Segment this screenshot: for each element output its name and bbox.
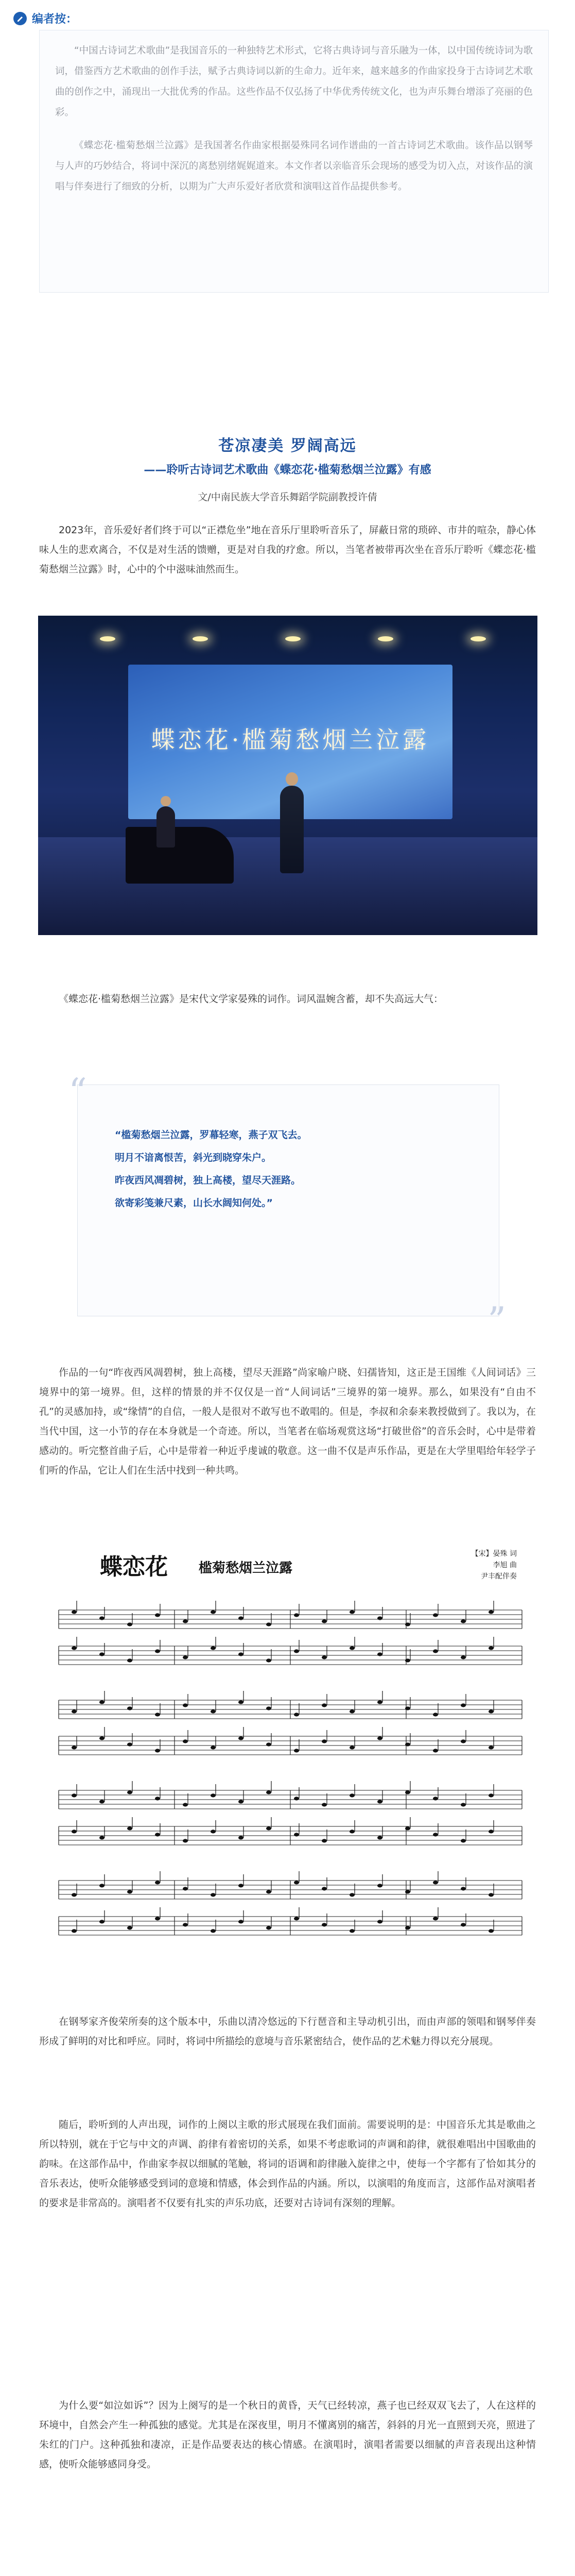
note-head bbox=[155, 1649, 160, 1653]
note-head bbox=[322, 1803, 327, 1806]
analysis-paragraph: 作品的一句“昨夜西风凋碧树，独上高楼，望尽天涯路”尚家喻户晓、妇孺皆知，这正是王国维《人间词话》三境界中的第一境界。但，这样的情景的并不仅仅是一首“人间词话”三境界的第一境界。那么，如果没有“自由不孔”的灵感加持，或“缘情”的自信，一般人是很对不敢写也不敢唱的。但是，李叔和余泰来教授做到了。我以为，在当代中国，这一小节的存在本身就是一个奇迹。所以，当笔者在临场观赏这场“打破世俗”的音乐会时，心中是带着感动的。听完整首曲子后，心中是带着一种近乎虔诚的敬意。这一曲不仅是声乐作品，更是在大学里唱给年轻学子们听的作品，它让人们在生活中找到一种共鸣。 bbox=[39, 1367, 536, 1476]
note-head bbox=[461, 1803, 466, 1806]
note-head bbox=[72, 1893, 77, 1896]
note-head bbox=[433, 1649, 438, 1653]
note-head bbox=[127, 1622, 132, 1626]
note-head bbox=[294, 1797, 299, 1800]
note-head bbox=[322, 1619, 327, 1623]
editor-note-paragraph: “中国古诗词艺术歌曲”是我国音乐的一种独特艺术形式，它将古典诗词与音乐融为一体，以中国传统诗词为歌词，借鉴西方艺术歌曲的创作手法，赋予古典诗词以新的生命力。近年来，越来越多的作曲家投身于古诗词艺术歌曲的创作之中，涌现出一大批优秀的作品。这些作品不仅弘扬了中华优秀传统文化，也为声乐舞台增添了亮丽的色彩。 bbox=[55, 45, 533, 118]
note-head bbox=[489, 1646, 494, 1650]
note-head bbox=[238, 1836, 243, 1839]
note-head bbox=[211, 1745, 216, 1749]
note-head bbox=[350, 1893, 355, 1896]
music-staves bbox=[38, 1600, 537, 1971]
stage-light-icon bbox=[100, 636, 115, 641]
note-head bbox=[294, 1713, 299, 1716]
close-quote-icon: ” bbox=[487, 1299, 506, 1342]
note-head bbox=[127, 1826, 132, 1830]
note-head bbox=[489, 1929, 494, 1933]
note-head bbox=[211, 1893, 216, 1896]
note-head bbox=[99, 1616, 104, 1620]
poem-line: “槛菊愁烟兰泣露，罗幕轻寒，燕子双飞去。 bbox=[115, 1129, 307, 1141]
note-head bbox=[489, 1745, 494, 1749]
note-head bbox=[238, 1800, 243, 1803]
note-head bbox=[72, 1829, 77, 1833]
note-head bbox=[489, 1610, 494, 1614]
analysis-paragraph: 在钢琴家齐俊荣所奏的这个版本中，乐曲以清冷悠远的下行琶音和主导动机引出，而由声部的领唱和钢琴伴奏形成了鲜明的对比和呼应。同时，将词中所描绘的意境与音乐紧密结合，使作品的艺术魅力得以充分展现。 bbox=[39, 2016, 536, 2047]
note-head bbox=[433, 1749, 438, 1752]
article-title: 苍凉凄美 罗阔高远 bbox=[218, 437, 357, 455]
note-head bbox=[211, 1646, 216, 1650]
note-head bbox=[99, 1652, 104, 1656]
note-head bbox=[377, 1652, 382, 1656]
note-head bbox=[155, 1880, 160, 1884]
note-head bbox=[183, 1923, 188, 1926]
note-head bbox=[183, 1619, 188, 1623]
note-head bbox=[377, 1884, 382, 1887]
note-head bbox=[72, 1610, 77, 1614]
note-head bbox=[238, 1616, 243, 1620]
note-head bbox=[127, 1658, 132, 1662]
note-head bbox=[266, 1658, 271, 1662]
note-head bbox=[350, 1829, 355, 1833]
note-head bbox=[405, 1890, 410, 1893]
note-head bbox=[405, 1790, 410, 1794]
score-credits bbox=[472, 1548, 517, 1582]
note-head bbox=[155, 1917, 160, 1920]
note-head bbox=[350, 1745, 355, 1749]
note-head bbox=[294, 1649, 299, 1653]
poem-line: 昨夜西风凋碧树，独上高楼，望尽天涯路。 bbox=[115, 1175, 301, 1186]
note-head bbox=[461, 1655, 466, 1659]
note-head bbox=[155, 1833, 160, 1836]
note-head bbox=[72, 1929, 77, 1933]
note-head bbox=[127, 1790, 132, 1794]
score-credit-line: 【宋】晏殊 词 bbox=[471, 1550, 517, 1558]
note-head bbox=[405, 1706, 410, 1710]
note-head bbox=[72, 1646, 77, 1650]
note-head bbox=[99, 1920, 104, 1923]
note-head bbox=[72, 1745, 77, 1749]
note-head bbox=[461, 1703, 466, 1707]
note-head bbox=[489, 1709, 494, 1713]
note-head bbox=[433, 1713, 438, 1716]
note-head bbox=[294, 1833, 299, 1836]
note-head bbox=[127, 1706, 132, 1710]
editor-note-title: 编者按： bbox=[32, 13, 78, 26]
note-head bbox=[322, 1703, 327, 1707]
note-head bbox=[294, 1917, 299, 1920]
note-head bbox=[266, 1926, 271, 1929]
analysis-paragraph: 随后，聆听到的人声出现，词作的上阕以主歌的形式展现在我们面前。需要说明的是：中国音乐尤其是歌曲之所以特别，就在于它与中文的声调、韵律有着密切的关系，如果不考虑歌词的声调和韵律，就很难唱出中国歌曲的韵味。在这部作品中，作曲家李叔以细腻的笔触，将词的语调和韵律融入旋律之中，使每一个字都有了恰如其分的音乐表达，使听众能够感受到词的意境和情感，体会到作品的内涵。所以，以演唱的角度而言，这部作品对演唱者的要求是非常高的。演唱者不仅要有扎实的声乐功底，还要对古诗词有深刻的理解。 bbox=[39, 2119, 536, 2209]
note-head bbox=[238, 1736, 243, 1740]
article-subtitle: ——聆听古诗词艺术歌曲《蝶恋花·槛菊愁烟兰泣露》有感 bbox=[144, 464, 431, 477]
note-head bbox=[99, 1700, 104, 1704]
note-head bbox=[72, 1709, 77, 1713]
note-head bbox=[266, 1826, 271, 1830]
note-head bbox=[99, 1736, 104, 1740]
note-head bbox=[377, 1700, 382, 1704]
stage-light-icon bbox=[285, 636, 301, 641]
sheet-music bbox=[38, 1538, 537, 1973]
note-head bbox=[183, 1703, 188, 1707]
note-head bbox=[489, 1829, 494, 1833]
note-head bbox=[211, 1793, 216, 1797]
note-head bbox=[433, 1797, 438, 1800]
stage-light-icon bbox=[378, 636, 393, 641]
intro-paragraph: 2023年，音乐爱好者们终于可以“正襟危坐”地在音乐厅里聆听音乐了，屏蔽日常的琐碎、市井的喧杂，静心体味人生的悲欢离合，不仅是对生活的馈赠，更是对自我的疗愈。所以，当笔者被带再次坐在音乐厅聆听《蝶恋花·槛菊愁烟兰泣露》时，心中的个中滋味油然而生。 bbox=[39, 524, 536, 575]
note-head bbox=[461, 1619, 466, 1623]
analysis-paragraph: 为什么要“如泣如诉”？因为上阕写的是一个秋日的黄昏，天气已经转凉，燕子也已经双双飞去了，人在这样的环境中，自然会产生一种孤独的感觉。尤其是在深夜里，明月不懂离别的痛苦，斜斜的月光一直照到天亮，照进了朱红的门户。这种孤独和凄凉，正是作品要表达的核心情感。在演唱时，演唱者需要以细腻的声音表现出这种情感，使听众能够感同身受。 bbox=[39, 2400, 536, 2470]
note-head bbox=[266, 1890, 271, 1893]
note-head bbox=[322, 1887, 327, 1890]
note-head bbox=[72, 1793, 77, 1797]
poem-lines bbox=[115, 1124, 307, 1214]
score-title: 蝶恋花 bbox=[100, 1554, 168, 1580]
note-head bbox=[433, 1833, 438, 1836]
note-head bbox=[127, 1742, 132, 1746]
singer-figure bbox=[280, 786, 304, 873]
note-head bbox=[377, 1736, 382, 1740]
note-head bbox=[377, 1800, 382, 1803]
note-head bbox=[99, 1884, 104, 1887]
note-head bbox=[238, 1700, 243, 1704]
note-head bbox=[211, 1929, 216, 1933]
note-head bbox=[461, 1839, 466, 1842]
note-head bbox=[183, 1655, 188, 1659]
note-head bbox=[489, 1793, 494, 1797]
stage-light-icon bbox=[471, 636, 486, 641]
note-head bbox=[350, 1610, 355, 1614]
score-subtitle: 槛菊愁烟兰泣露 bbox=[199, 1561, 293, 1576]
note-head bbox=[183, 1839, 188, 1842]
note-head bbox=[183, 1739, 188, 1743]
note-head bbox=[238, 1652, 243, 1656]
note-head bbox=[350, 1929, 355, 1933]
note-head bbox=[99, 1836, 104, 1839]
note-head bbox=[183, 1887, 188, 1890]
note-head bbox=[461, 1923, 466, 1926]
note-head bbox=[350, 1793, 355, 1797]
editor-note-box bbox=[39, 30, 549, 293]
note-head bbox=[294, 1749, 299, 1752]
note-head bbox=[405, 1742, 410, 1746]
open-quote-icon: “ bbox=[68, 1071, 87, 1113]
note-head bbox=[405, 1622, 410, 1626]
note-head bbox=[99, 1800, 104, 1803]
note-head bbox=[377, 1616, 382, 1620]
editor-note-label bbox=[13, 10, 77, 26]
note-head bbox=[211, 1829, 216, 1833]
article-byline: 文/中南民族大学音乐舞蹈学院副教授许倩 bbox=[198, 492, 377, 503]
pen-icon bbox=[13, 12, 27, 25]
note-head bbox=[377, 1920, 382, 1923]
note-head bbox=[127, 1926, 132, 1929]
note-head bbox=[211, 1709, 216, 1713]
note-head bbox=[266, 1742, 271, 1746]
note-head bbox=[405, 1926, 410, 1929]
grand-piano bbox=[126, 827, 234, 884]
note-head bbox=[266, 1790, 271, 1794]
note-head bbox=[322, 1655, 327, 1659]
note-head bbox=[155, 1749, 160, 1752]
poem-line: 欲寄彩笺兼尺素，山长水阔知何处。” bbox=[115, 1197, 273, 1209]
note-head bbox=[489, 1893, 494, 1896]
stage-light-icon bbox=[193, 636, 208, 641]
note-head bbox=[294, 1613, 299, 1617]
poem-line: 明月不谙离恨苦，斜光到晓穿朱户。 bbox=[115, 1152, 272, 1163]
note-head bbox=[322, 1739, 327, 1743]
note-head bbox=[350, 1646, 355, 1650]
poem-quote-box bbox=[68, 1071, 506, 1342]
note-head bbox=[127, 1890, 132, 1893]
note-head bbox=[266, 1622, 271, 1626]
pianist-figure bbox=[156, 806, 175, 848]
score-credit-line: 李旭 曲 bbox=[493, 1561, 517, 1569]
note-head bbox=[433, 1917, 438, 1920]
note-head bbox=[433, 1880, 438, 1884]
note-head bbox=[238, 1884, 243, 1887]
note-head bbox=[322, 1839, 327, 1842]
note-head bbox=[155, 1797, 160, 1800]
note-head bbox=[350, 1709, 355, 1713]
note-head bbox=[405, 1658, 410, 1662]
note-head bbox=[405, 1826, 410, 1830]
note-head bbox=[461, 1887, 466, 1890]
note-head bbox=[294, 1880, 299, 1884]
note-head bbox=[377, 1836, 382, 1839]
editor-note-paragraph: 《蝶恋花·槛菊愁烟兰泣露》是我国著名作曲家根据晏殊同名词作谱曲的一首古诗词艺术歌曲。该作品以钢琴与人声的巧妙结合，将词中深沉的离愁别绪娓娓道来。本文作者以亲临音乐会现场的感受为切入点，对该作品的演唱与伴奏进行了细致的分析，以期为广大声乐爱好者欣赏和演唱这首作品提供参考。 bbox=[55, 140, 533, 192]
concert-stage-photo bbox=[38, 616, 537, 935]
score-credit-line: 尹丰配伴奏 bbox=[481, 1572, 517, 1581]
note-head bbox=[461, 1739, 466, 1743]
poem-intro-paragraph: 《蝶恋花·槛菊愁烟兰泣露》是宋代文学家晏殊的词作。词风温婉含蓄，却不失高远大气： bbox=[59, 993, 444, 1005]
note-head bbox=[155, 1613, 160, 1617]
note-head bbox=[183, 1803, 188, 1806]
note-head bbox=[238, 1920, 243, 1923]
note-head bbox=[155, 1713, 160, 1716]
note-head bbox=[322, 1923, 327, 1926]
note-head bbox=[433, 1613, 438, 1617]
stage-screen-title: 蝶恋花·槛菊愁烟兰泣露 bbox=[151, 726, 430, 754]
note-head bbox=[211, 1610, 216, 1614]
note-head bbox=[266, 1706, 271, 1710]
